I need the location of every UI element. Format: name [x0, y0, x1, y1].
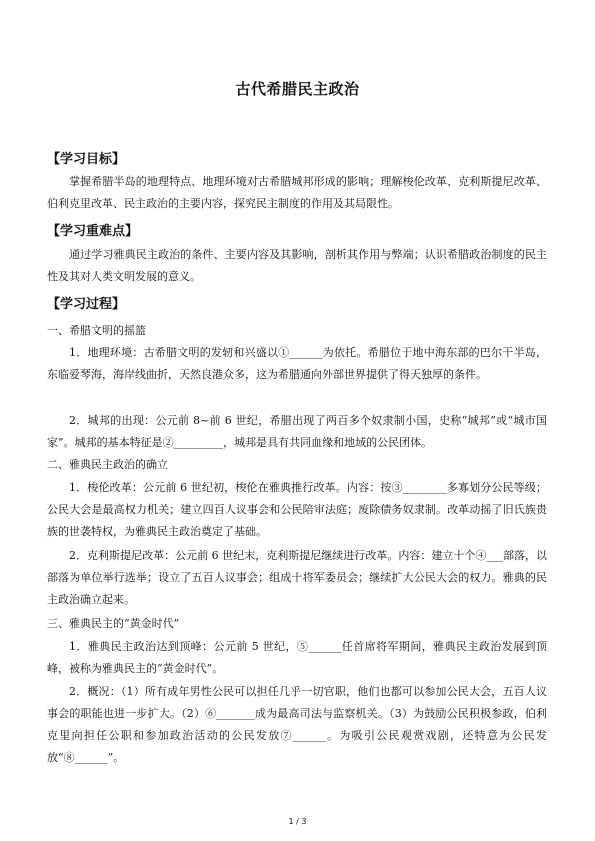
section-3-paragraph-2: 2．概况：（1）所有成年男性公民可以担任几乎一切官职，他们也都可以参加公民大会，五百人议事会的职能也进一步扩大。（2）⑥_______成为最高司法与监察机关。（3）为鼓励公民积极参政，伯利克里向担任公职和参加政治活动的公民发放⑦______。为吸引公民观赏戏剧，还特意为公民发放“⑧______”。 — [47, 685, 547, 764]
page-title: 古代希腊民主政治 — [235, 80, 360, 98]
section-1-title: 一、希腊文明的摇篮 — [47, 324, 146, 337]
section-3-paragraph-1: 1．雅典民主政治达到顶峰：公元前 5 世纪，⑤______任首席将军期间，雅典民主政治发展到顶峰，被称为雅典民主的“黄金时代”。 — [47, 640, 547, 675]
section-1-paragraph-1: 1．地理环境：古希腊文明的发轫和兴盛以①______为依托。希腊位于地中海东部的巴尔干半岛，东临爱琴海，海岸线曲折，天然良港众多，这为希腊通向外部世界提供了得天独厚的条件。 — [47, 346, 547, 381]
section-1-paragraph-2: 2．城邦的出现：公元前 8~前 6 世纪，希腊出现了两百多个奴隶制小国，史称“城邦”或“城市国家”。城邦的基本特征是②_________，城邦是具有共同血缘和地域的公民团体。 — [47, 414, 547, 449]
key-points-heading: 【学习重难点】 — [47, 224, 139, 239]
goals-text: 掌握希腊半岛的地理特点、地理环境对古希腊城邦形成的影响；理解梭伦改革、克利斯提尼改革、伯利克里改革、民主政治的主要内容，探究民主制度的作用及其局限性。 — [47, 175, 547, 210]
key-points-text: 通过学习雅典民主政治的条件、主要内容及其影响，剖析其作用与弊端；认识希腊政治制度的民主性及其对人类文明发展的意义。 — [47, 248, 547, 283]
section-2-paragraph-2: 2．克利斯提尼改革：公元前 6 世纪末，克利斯提尼继续进行改革。内容：建立十个④___部落，以部落为单位举行选举；设立了五百人议事会；组成十将军委员会；继续扩大公民大会的权力。雅典的民主政治确立起来。 — [47, 549, 547, 606]
section-2-paragraph-1: 1．梭伦改革：公元前 6 世纪初，梭伦在雅典推行改革。内容：按③________多寡划分公民等级；公民大会是最高权力机关；建立四百人议事会和公民陪审法庭；废除债务奴隶制。改革动摇了旧氏族贵族的世袭特权，为雅典民主政治奠定了基础。 — [47, 481, 547, 538]
section-3-title: 三、雅典民主的“黄金时代” — [47, 617, 180, 630]
page-number: 1 / 3 — [288, 817, 307, 826]
goals-heading: 【学习目标】 — [47, 152, 126, 167]
process-heading: 【学习过程】 — [47, 297, 126, 312]
section-2-title: 二、雅典民主政治的确立 — [47, 458, 168, 471]
